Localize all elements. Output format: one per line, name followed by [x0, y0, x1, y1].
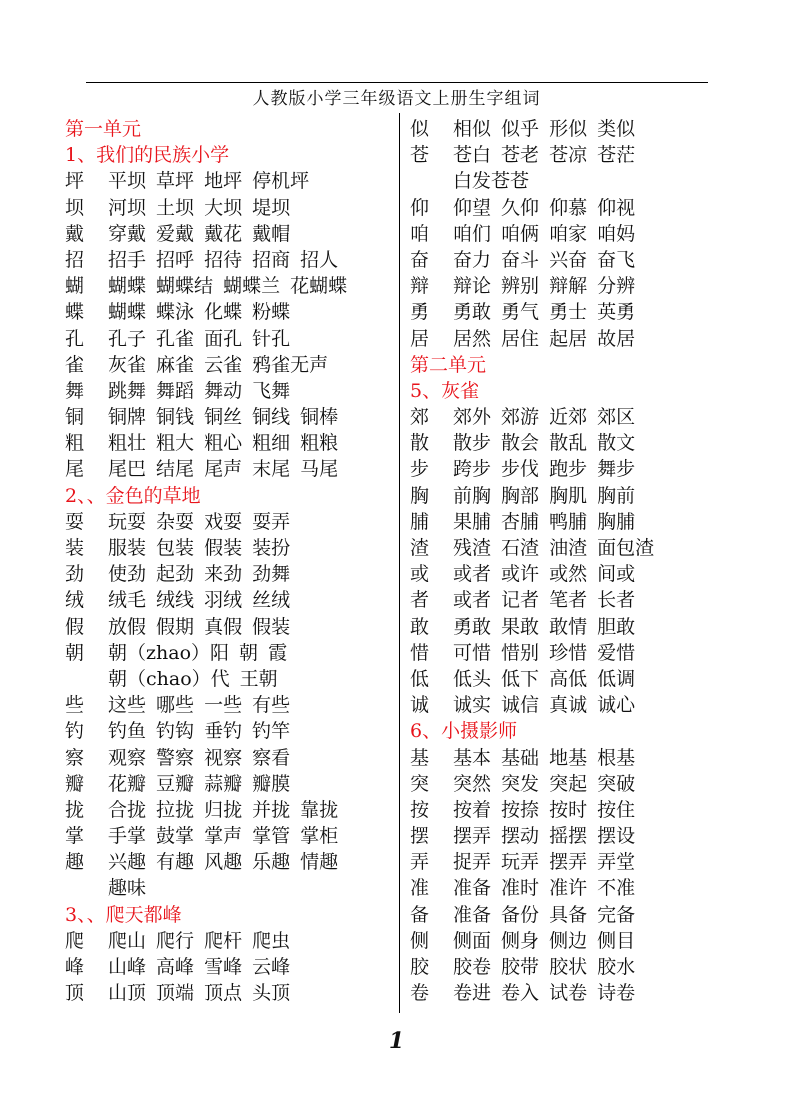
entry-words: 河坝 土坝 大坝 堤坝	[108, 196, 291, 219]
entry-words: 放假 假期 真假 假装	[108, 615, 291, 638]
entry-words: 勇敢 勇气 勇士 英勇	[453, 301, 636, 324]
entry-character: 辩	[410, 275, 430, 298]
entry-words: 残渣 石渣 油渣 面包渣	[453, 537, 655, 559]
entry-words: 孔子 孔雀 面孔 针孔	[108, 327, 291, 350]
entry-character: 粗	[65, 432, 85, 455]
entry-character: 胶	[410, 956, 430, 978]
entry-words: 朝（chao）代 王朝	[108, 667, 278, 690]
entry-words: 奋力 奋斗 兴奋 奋飞	[453, 248, 636, 271]
vocab-entry	[65, 928, 397, 954]
entry-words: 按着 按捺 按时 按住	[453, 798, 636, 821]
vocab-entry	[410, 221, 710, 247]
entry-words: 粗壮 粗大 粗心 粗细 粗粮	[108, 432, 339, 455]
entry-words: 白发苍苍	[453, 170, 530, 193]
entry-character: 突	[410, 772, 430, 795]
top-rule	[86, 82, 708, 83]
vocab-entry	[410, 902, 710, 928]
right-column	[410, 116, 710, 1006]
entry-character: 朝	[65, 641, 85, 664]
vocab-entry	[65, 378, 397, 404]
vocab-entry	[410, 823, 710, 849]
entry-continuation	[410, 168, 710, 194]
entry-words: 准备 准时 准许 不准	[453, 877, 636, 900]
vocab-entry	[410, 195, 710, 221]
entry-words: 侧面 侧身 侧边 侧目	[453, 929, 636, 952]
entry-character: 居	[410, 327, 430, 350]
vocab-entry	[410, 587, 710, 613]
entry-character: 趣	[65, 851, 85, 874]
entry-words: 胶卷 胶带 胶状 胶水	[453, 956, 636, 978]
entry-words: 绒毛 绒线 羽绒 丝绒	[108, 589, 291, 612]
entry-words: 准备 备份 具备 完备	[453, 903, 636, 926]
entry-words: 灰雀 麻雀 云雀 鸦雀无声	[108, 353, 329, 376]
entry-words: 或者 记者 笔者 长者	[453, 589, 636, 612]
entry-character: 装	[65, 537, 85, 559]
entry-character: 耍	[65, 510, 85, 533]
entry-words: 铜牌 铜钱 铜丝 铜线 铜棒	[108, 406, 339, 429]
entry-words: 散步 散会 散乱 散文	[453, 432, 636, 455]
entry-words: 诚实 诚信 真诚 诚心	[453, 694, 636, 717]
entry-character: 惜	[410, 641, 430, 664]
entry-character: 奋	[410, 248, 430, 271]
vocab-entry	[65, 326, 397, 352]
vocab-entry	[410, 430, 710, 456]
entry-words: 可惜 惜别 珍惜 爱惜	[453, 641, 636, 664]
entry-character: 招	[65, 248, 85, 271]
entry-character: 敢	[410, 615, 430, 638]
entry-character: 苍	[410, 144, 430, 167]
entry-character: 拢	[65, 798, 85, 821]
entry-character: 顶	[65, 982, 85, 1005]
vocab-entry	[410, 483, 710, 509]
entry-character: 蝶	[65, 301, 85, 324]
vocab-entry	[65, 745, 397, 771]
entry-character: 爬	[65, 929, 85, 952]
vocab-entry	[65, 535, 397, 561]
entry-character: 勇	[410, 301, 430, 324]
entry-words: 山顶 顶端 顶点 头顶	[108, 982, 291, 1005]
section-heading: 第二单元	[410, 353, 487, 376]
entry-words: 捉弄 玩弄 摆弄 弄堂	[453, 851, 636, 874]
entry-words: 前胸 胸部 胸肌 胸前	[453, 484, 636, 507]
entry-words: 或者 或许 或然 间或	[453, 563, 636, 586]
entry-words: 咱们 咱俩 咱家 咱妈	[453, 222, 636, 245]
entry-words: 卷进 卷入 试卷 诗卷	[453, 982, 636, 1005]
entry-continuation	[65, 875, 397, 901]
vocab-entry	[65, 614, 397, 640]
entry-words: 平坝 草坪 地坪 停机坪	[108, 170, 310, 193]
vocab-entry	[65, 849, 397, 875]
vocab-entry	[65, 823, 397, 849]
vocab-entry	[65, 404, 397, 430]
section-heading: 2、、金色的草地	[65, 484, 201, 507]
entry-character: 按	[410, 798, 430, 821]
entry-character: 散	[410, 432, 430, 455]
vocab-entry	[410, 247, 710, 273]
vocab-entry	[410, 614, 710, 640]
entry-words: 蝴蝶 蝴蝶结 蝴蝶兰 花蝴蝶	[108, 275, 348, 298]
section-heading: 6、小摄影师	[410, 720, 518, 743]
left-column	[65, 116, 397, 1006]
entry-character: 瓣	[65, 772, 85, 795]
entry-words: 突然 突发 突起 突破	[453, 772, 636, 795]
entry-words: 基本 基础 地基 根基	[453, 746, 636, 769]
vocab-entry	[410, 326, 710, 352]
vocab-entry	[410, 299, 710, 325]
vocab-entry	[65, 456, 397, 482]
section-heading: 5、灰雀	[410, 379, 480, 402]
entry-words: 辩论 辨别 辩解 分辨	[453, 275, 636, 298]
vocab-entry	[65, 954, 397, 980]
vocab-entry	[410, 692, 710, 718]
entry-character: 诚	[410, 694, 430, 717]
entry-words: 苍白 苍老 苍凉 苍茫	[453, 144, 636, 167]
entry-character: 侧	[410, 929, 430, 952]
vocab-entry	[65, 352, 397, 378]
entry-character: 劲	[65, 563, 85, 586]
entry-character: 雀	[65, 353, 85, 376]
entry-character: 低	[410, 667, 430, 690]
vocab-entry	[65, 561, 397, 587]
column-divider	[399, 113, 400, 1013]
vocab-entry	[65, 587, 397, 613]
entry-character: 或	[410, 563, 430, 586]
entry-words: 居然 居住 起居 故居	[453, 327, 636, 350]
entry-character: 基	[410, 746, 430, 769]
vocab-entry	[65, 692, 397, 718]
entry-character: 咱	[410, 222, 430, 245]
vocab-entry	[410, 666, 710, 692]
vocab-entry	[65, 980, 397, 1006]
entry-words: 山峰 高峰 雪峰 云峰	[108, 956, 291, 978]
vocab-entry	[410, 142, 710, 168]
vocab-entry	[410, 928, 710, 954]
entry-words: 低头 低下 高低 低调	[453, 667, 636, 690]
entry-character: 脯	[410, 510, 430, 533]
entry-character: 尾	[65, 458, 85, 481]
entry-words: 花瓣 豆瓣 蒜瓣 瓣膜	[108, 772, 291, 795]
entry-words: 仰望 久仰 仰慕 仰视	[453, 196, 636, 219]
vocab-entry	[410, 745, 710, 771]
entry-words: 爬山 爬行 爬杆 爬虫	[108, 929, 291, 952]
entry-character: 孔	[65, 327, 85, 350]
vocab-entry	[410, 849, 710, 875]
vocab-entry	[65, 247, 397, 273]
entry-character: 舞	[65, 379, 85, 402]
page-number: 1	[388, 1028, 405, 1054]
entry-words: 勇敢 果敢 敢情 胆敢	[453, 615, 636, 638]
vocab-entry	[410, 797, 710, 823]
vocab-entry	[410, 640, 710, 666]
vocab-entry	[65, 195, 397, 221]
vocab-entry	[410, 980, 710, 1006]
vocab-entry	[410, 535, 710, 561]
section-heading: 1、我们的民族小学	[65, 144, 230, 167]
vocab-entry	[65, 797, 397, 823]
entry-character: 摆	[410, 825, 430, 848]
entry-character: 假	[65, 615, 85, 638]
entry-character: 者	[410, 589, 430, 612]
entry-character: 钓	[65, 720, 85, 743]
entry-words: 使劲 起劲 来劲 劲舞	[108, 563, 291, 586]
entry-words: 合拢 拉拢 归拢 并拢 靠拢	[108, 798, 339, 821]
entry-words: 摆弄 摆动 摇摆 摆设	[453, 825, 636, 848]
vocab-entry	[410, 875, 710, 901]
entry-character: 准	[410, 877, 430, 900]
entry-words: 趣味	[108, 877, 147, 900]
vocab-entry	[410, 954, 710, 980]
vocab-entry	[410, 273, 710, 299]
entry-words: 穿戴 爱戴 戴花 戴帽	[108, 222, 291, 245]
entry-character: 备	[410, 903, 430, 926]
entry-character: 峰	[65, 956, 85, 978]
vocab-entry	[410, 561, 710, 587]
entry-character: 些	[65, 694, 85, 717]
entry-character: 弄	[410, 851, 430, 874]
entry-words: 兴趣 有趣 风趣 乐趣 情趣	[108, 851, 339, 874]
vocab-entry	[410, 771, 710, 797]
vocab-entry	[65, 430, 397, 456]
entry-character: 察	[65, 746, 85, 769]
entry-character: 绒	[65, 589, 85, 612]
entry-words: 朝（zhao）阳 朝 霞	[108, 641, 288, 664]
entry-character: 掌	[65, 825, 85, 848]
vocab-entry	[410, 404, 710, 430]
entry-words: 玩耍 杂耍 戏耍 耍弄	[108, 510, 291, 533]
vocab-entry	[410, 456, 710, 482]
entry-character: 步	[410, 458, 430, 481]
entry-words: 相似 似乎 形似 类似	[453, 118, 636, 140]
vocab-entry	[65, 640, 397, 666]
entry-character: 坝	[65, 196, 85, 219]
section-heading: 第一单元	[65, 118, 142, 140]
vocab-entry	[65, 168, 397, 194]
entry-words: 果脯 杏脯 鸭脯 胸脯	[453, 510, 636, 533]
entry-words: 招手 招呼 招待 招商 招人	[108, 248, 339, 271]
vocab-entry	[410, 509, 710, 535]
entry-character: 似	[410, 118, 430, 140]
entry-continuation	[65, 666, 397, 692]
entry-character: 仰	[410, 196, 430, 219]
vocab-entry	[65, 718, 397, 744]
entry-character: 胸	[410, 484, 430, 507]
entry-words: 尾巴 结尾 尾声 末尾 马尾	[108, 458, 339, 481]
entry-words: 跨步 步伐 跑步 舞步	[453, 458, 636, 481]
entry-words: 观察 警察 视察 察看	[108, 746, 291, 769]
entry-character: 铜	[65, 406, 85, 429]
entry-words: 手掌 鼓掌 掌声 掌管 掌柜	[108, 825, 339, 848]
entry-character: 渣	[410, 537, 430, 559]
entry-character: 郊	[410, 406, 430, 429]
section-heading: 3、、爬天都峰	[65, 903, 182, 926]
entry-character: 坪	[65, 170, 85, 193]
entry-words: 跳舞 舞蹈 舞动 飞舞	[108, 379, 291, 402]
vocab-entry	[65, 273, 397, 299]
vocab-entry	[65, 771, 397, 797]
entry-character: 蝴	[65, 275, 85, 298]
vocab-entry	[65, 221, 397, 247]
entry-words: 蝴蝶 蝶泳 化蝶 粉蝶	[108, 301, 291, 324]
vocab-entry	[65, 509, 397, 535]
vocab-entry	[410, 116, 710, 142]
entry-words: 钓鱼 钓钩 垂钓 钓竿	[108, 720, 291, 743]
entry-words: 服装 包装 假装 装扮	[108, 537, 291, 559]
vocab-entry	[65, 299, 397, 325]
entry-words: 郊外 郊游 近郊 郊区	[453, 406, 636, 429]
entry-character: 戴	[65, 222, 85, 245]
page-title: 人教版小学三年级语文上册生字组词	[252, 89, 541, 109]
entry-words: 这些 哪些 一些 有些	[108, 694, 291, 717]
entry-character: 卷	[410, 982, 430, 1005]
